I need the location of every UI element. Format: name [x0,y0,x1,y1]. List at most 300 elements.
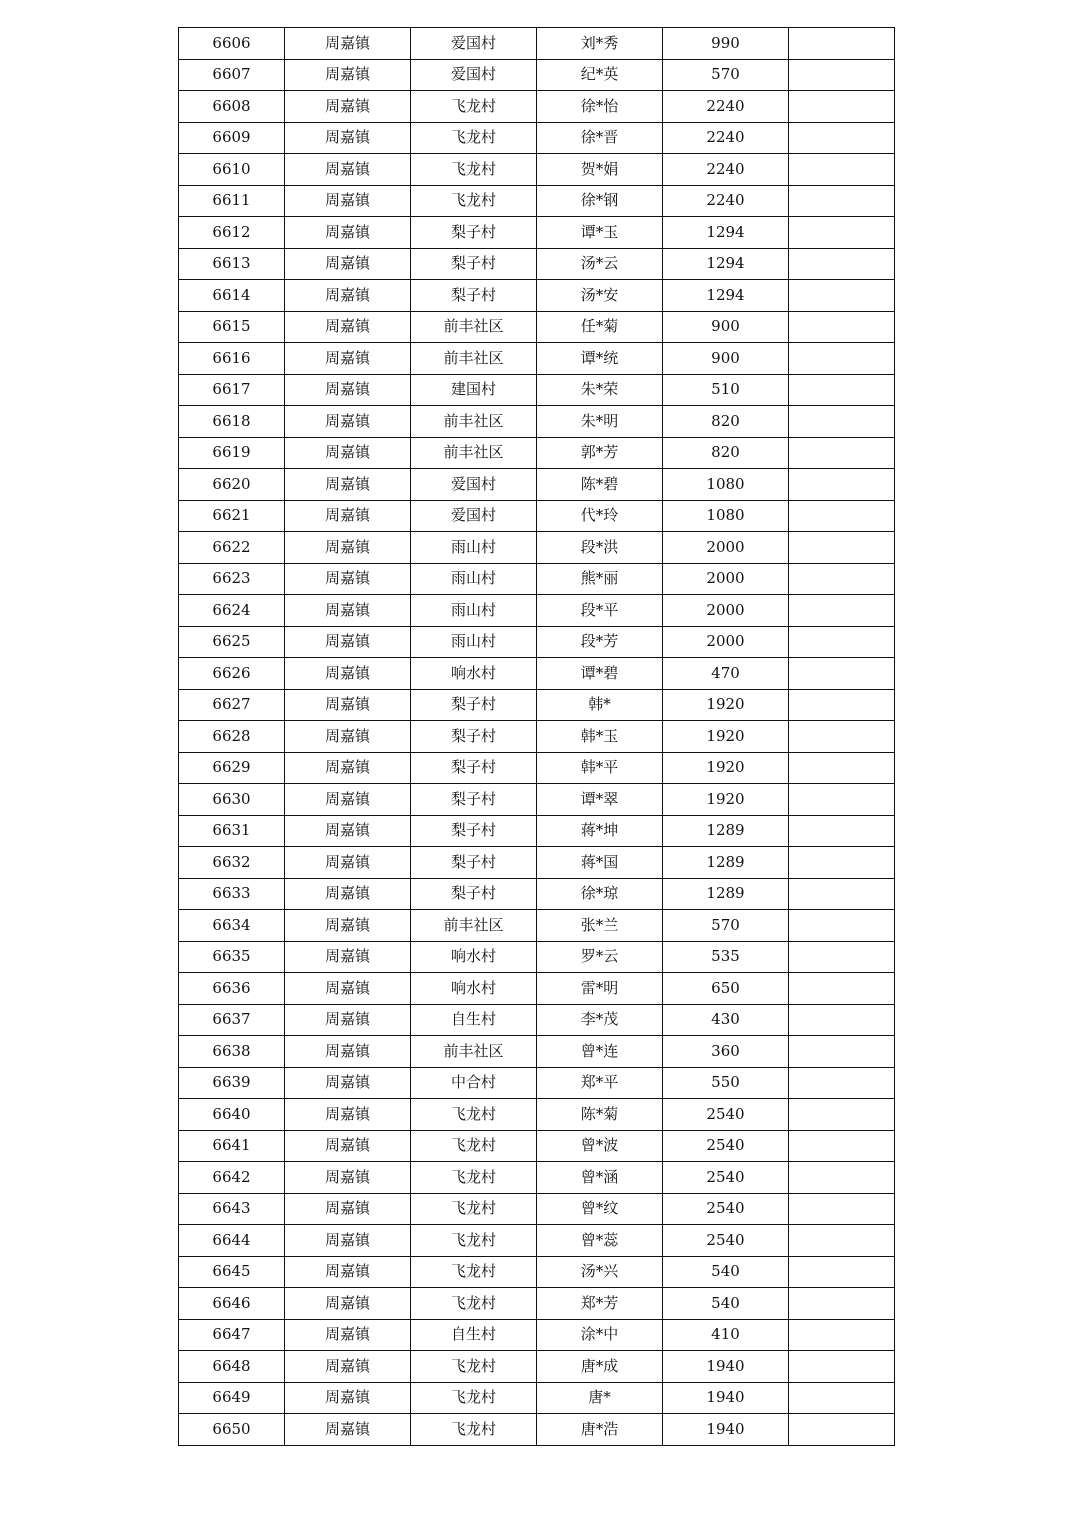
note-cell [789,752,895,784]
town-cell: 周嘉镇 [285,532,411,564]
village-cell: 前丰社区 [411,406,537,438]
village-cell: 飞龙村 [411,1414,537,1446]
table-row [179,1225,895,1257]
note-cell [789,437,895,469]
table-row [179,1067,895,1099]
row-number-cell: 6617 [179,374,285,406]
name-cell: 谭*碧 [537,658,663,690]
village-cell: 前丰社区 [411,1036,537,1068]
town-cell: 周嘉镇 [285,1130,411,1162]
name-cell: 唐*浩 [537,1414,663,1446]
table-row [179,1036,895,1068]
amount-cell: 550 [663,1067,789,1099]
name-cell: 纪*英 [537,59,663,91]
row-number-cell: 6644 [179,1225,285,1257]
note-cell [789,658,895,690]
note-cell [789,1256,895,1288]
amount-cell: 1294 [663,280,789,312]
note-cell [789,1225,895,1257]
row-number-cell: 6624 [179,595,285,627]
row-number-cell: 6635 [179,941,285,973]
town-cell: 周嘉镇 [285,878,411,910]
town-cell: 周嘉镇 [285,1004,411,1036]
village-cell: 飞龙村 [411,1256,537,1288]
village-cell: 飞龙村 [411,185,537,217]
name-cell: 蒋*国 [537,847,663,879]
amount-cell: 470 [663,658,789,690]
village-cell: 飞龙村 [411,1099,537,1131]
village-cell: 飞龙村 [411,1162,537,1194]
table-row [179,626,895,658]
name-cell: 段*平 [537,595,663,627]
town-cell: 周嘉镇 [285,59,411,91]
note-cell [789,28,895,60]
row-number-cell: 6620 [179,469,285,501]
table-row [179,1004,895,1036]
amount-cell: 820 [663,406,789,438]
note-cell [789,626,895,658]
name-cell: 罗*云 [537,941,663,973]
name-cell: 郭*芳 [537,437,663,469]
town-cell: 周嘉镇 [285,406,411,438]
note-cell [789,595,895,627]
table-row [179,1382,895,1414]
amount-cell: 360 [663,1036,789,1068]
name-cell: 李*茂 [537,1004,663,1036]
row-number-cell: 6649 [179,1382,285,1414]
name-cell: 涂*中 [537,1319,663,1351]
name-cell: 汤*兴 [537,1256,663,1288]
table-row [179,406,895,438]
village-cell: 梨子村 [411,815,537,847]
row-number-cell: 6636 [179,973,285,1005]
village-cell: 梨子村 [411,847,537,879]
village-cell: 自生村 [411,1004,537,1036]
village-cell: 飞龙村 [411,1382,537,1414]
row-number-cell: 6638 [179,1036,285,1068]
name-cell: 蒋*坤 [537,815,663,847]
note-cell [789,784,895,816]
note-cell [789,1351,895,1383]
table-row [179,563,895,595]
row-number-cell: 6625 [179,626,285,658]
note-cell [789,374,895,406]
name-cell: 代*玲 [537,500,663,532]
village-cell: 梨子村 [411,784,537,816]
table-row [179,752,895,784]
table-row [179,59,895,91]
amount-cell: 1940 [663,1414,789,1446]
table-row [179,154,895,186]
note-cell [789,1193,895,1225]
row-number-cell: 6631 [179,815,285,847]
note-cell [789,973,895,1005]
town-cell: 周嘉镇 [285,752,411,784]
name-cell: 汤*安 [537,280,663,312]
town-cell: 周嘉镇 [285,626,411,658]
name-cell: 谭*玉 [537,217,663,249]
town-cell: 周嘉镇 [285,595,411,627]
village-cell: 梨子村 [411,689,537,721]
amount-cell: 540 [663,1288,789,1320]
note-cell [789,910,895,942]
note-cell [789,1099,895,1131]
name-cell: 郑*平 [537,1067,663,1099]
village-cell: 梨子村 [411,878,537,910]
name-cell: 段*洪 [537,532,663,564]
table-row [179,532,895,564]
town-cell: 周嘉镇 [285,973,411,1005]
row-number-cell: 6630 [179,784,285,816]
row-number-cell: 6639 [179,1067,285,1099]
row-number-cell: 6606 [179,28,285,60]
village-cell: 飞龙村 [411,1288,537,1320]
table-row [179,500,895,532]
village-cell: 响水村 [411,658,537,690]
village-cell: 爱国村 [411,59,537,91]
table-row [179,847,895,879]
town-cell: 周嘉镇 [285,280,411,312]
village-cell: 梨子村 [411,248,537,280]
row-number-cell: 6610 [179,154,285,186]
row-number-cell: 6632 [179,847,285,879]
note-cell [789,185,895,217]
village-cell: 前丰社区 [411,311,537,343]
table-row [179,658,895,690]
name-cell: 陈*碧 [537,469,663,501]
town-cell: 周嘉镇 [285,1036,411,1068]
table-row [179,374,895,406]
note-cell [789,815,895,847]
amount-cell: 2000 [663,595,789,627]
note-cell [789,343,895,375]
table-row [179,1099,895,1131]
town-cell: 周嘉镇 [285,658,411,690]
note-cell [789,59,895,91]
village-cell: 飞龙村 [411,122,537,154]
row-number-cell: 6629 [179,752,285,784]
village-cell: 爱国村 [411,469,537,501]
town-cell: 周嘉镇 [285,185,411,217]
name-cell: 张*兰 [537,910,663,942]
name-cell: 徐*晋 [537,122,663,154]
row-number-cell: 6609 [179,122,285,154]
amount-cell: 570 [663,910,789,942]
name-cell: 陈*菊 [537,1099,663,1131]
amount-cell: 2540 [663,1193,789,1225]
note-cell [789,878,895,910]
town-cell: 周嘉镇 [285,910,411,942]
note-cell [789,91,895,123]
name-cell: 韩*平 [537,752,663,784]
town-cell: 周嘉镇 [285,1193,411,1225]
note-cell [789,1414,895,1446]
table-row [179,248,895,280]
name-cell: 徐*钢 [537,185,663,217]
town-cell: 周嘉镇 [285,563,411,595]
table-row [179,1319,895,1351]
amount-cell: 2240 [663,91,789,123]
note-cell [789,217,895,249]
amount-cell: 1920 [663,784,789,816]
name-cell: 汤*云 [537,248,663,280]
name-cell: 雷*明 [537,973,663,1005]
row-number-cell: 6641 [179,1130,285,1162]
village-cell: 雨山村 [411,626,537,658]
note-cell [789,563,895,595]
amount-cell: 1289 [663,878,789,910]
note-cell [789,280,895,312]
town-cell: 周嘉镇 [285,1414,411,1446]
town-cell: 周嘉镇 [285,1162,411,1194]
town-cell: 周嘉镇 [285,815,411,847]
village-cell: 爱国村 [411,28,537,60]
amount-cell: 2540 [663,1099,789,1131]
village-cell: 梨子村 [411,721,537,753]
town-cell: 周嘉镇 [285,721,411,753]
note-cell [789,1162,895,1194]
town-cell: 周嘉镇 [285,1225,411,1257]
table-row [179,910,895,942]
town-cell: 周嘉镇 [285,248,411,280]
amount-cell: 1940 [663,1382,789,1414]
town-cell: 周嘉镇 [285,1256,411,1288]
row-number-cell: 6634 [179,910,285,942]
note-cell [789,248,895,280]
row-number-cell: 6614 [179,280,285,312]
village-cell: 雨山村 [411,595,537,627]
row-number-cell: 6608 [179,91,285,123]
name-cell: 谭*统 [537,343,663,375]
town-cell: 周嘉镇 [285,1319,411,1351]
table-row [179,878,895,910]
amount-cell: 900 [663,311,789,343]
village-cell: 飞龙村 [411,91,537,123]
table-row [179,595,895,627]
note-cell [789,1067,895,1099]
row-number-cell: 6626 [179,658,285,690]
amount-cell: 2000 [663,563,789,595]
note-cell [789,122,895,154]
amount-cell: 1294 [663,248,789,280]
amount-cell: 410 [663,1319,789,1351]
row-number-cell: 6611 [179,185,285,217]
data-table [178,27,895,1446]
town-cell: 周嘉镇 [285,469,411,501]
village-cell: 建国村 [411,374,537,406]
note-cell [789,1004,895,1036]
note-cell [789,847,895,879]
amount-cell: 1940 [663,1351,789,1383]
table-row [179,437,895,469]
row-number-cell: 6623 [179,563,285,595]
name-cell: 谭*翠 [537,784,663,816]
town-cell: 周嘉镇 [285,374,411,406]
table-row [179,973,895,1005]
village-cell: 梨子村 [411,752,537,784]
note-cell [789,469,895,501]
row-number-cell: 6607 [179,59,285,91]
town-cell: 周嘉镇 [285,122,411,154]
note-cell [789,1036,895,1068]
table-row [179,185,895,217]
amount-cell: 2540 [663,1130,789,1162]
town-cell: 周嘉镇 [285,784,411,816]
note-cell [789,1382,895,1414]
village-cell: 响水村 [411,973,537,1005]
town-cell: 周嘉镇 [285,847,411,879]
note-cell [789,1288,895,1320]
amount-cell: 2240 [663,185,789,217]
amount-cell: 1920 [663,721,789,753]
name-cell: 唐*成 [537,1351,663,1383]
amount-cell: 820 [663,437,789,469]
table-row [179,689,895,721]
village-cell: 飞龙村 [411,1130,537,1162]
village-cell: 梨子村 [411,280,537,312]
table-row [179,469,895,501]
row-number-cell: 6648 [179,1351,285,1383]
note-cell [789,1130,895,1162]
note-cell [789,721,895,753]
row-number-cell: 6633 [179,878,285,910]
row-number-cell: 6627 [179,689,285,721]
amount-cell: 2000 [663,626,789,658]
town-cell: 周嘉镇 [285,1382,411,1414]
table-row [179,217,895,249]
amount-cell: 570 [663,59,789,91]
name-cell: 韩* [537,689,663,721]
amount-cell: 1080 [663,469,789,501]
name-cell: 贺*娟 [537,154,663,186]
name-cell: 段*芳 [537,626,663,658]
amount-cell: 2000 [663,532,789,564]
table-row [179,28,895,60]
town-cell: 周嘉镇 [285,437,411,469]
table-row [179,1414,895,1446]
note-cell [789,1319,895,1351]
note-cell [789,532,895,564]
town-cell: 周嘉镇 [285,311,411,343]
note-cell [789,500,895,532]
row-number-cell: 6646 [179,1288,285,1320]
row-number-cell: 6650 [179,1414,285,1446]
row-number-cell: 6622 [179,532,285,564]
table-row [179,1288,895,1320]
row-number-cell: 6637 [179,1004,285,1036]
note-cell [789,689,895,721]
village-cell: 前丰社区 [411,910,537,942]
table-row [179,91,895,123]
name-cell: 徐*琼 [537,878,663,910]
table-row [179,1162,895,1194]
village-cell: 雨山村 [411,563,537,595]
town-cell: 周嘉镇 [285,217,411,249]
amount-cell: 1289 [663,815,789,847]
row-number-cell: 6612 [179,217,285,249]
amount-cell: 900 [663,343,789,375]
table-row [179,343,895,375]
village-cell: 前丰社区 [411,437,537,469]
village-cell: 飞龙村 [411,1351,537,1383]
row-number-cell: 6619 [179,437,285,469]
town-cell: 周嘉镇 [285,91,411,123]
name-cell: 熊*丽 [537,563,663,595]
amount-cell: 535 [663,941,789,973]
amount-cell: 2240 [663,122,789,154]
amount-cell: 990 [663,28,789,60]
name-cell: 曾*涵 [537,1162,663,1194]
amount-cell: 430 [663,1004,789,1036]
name-cell: 唐* [537,1382,663,1414]
village-cell: 飞龙村 [411,1193,537,1225]
amount-cell: 1294 [663,217,789,249]
amount-cell: 1920 [663,752,789,784]
amount-cell: 510 [663,374,789,406]
town-cell: 周嘉镇 [285,343,411,375]
village-cell: 飞龙村 [411,1225,537,1257]
note-cell [789,941,895,973]
town-cell: 周嘉镇 [285,28,411,60]
town-cell: 周嘉镇 [285,500,411,532]
name-cell: 韩*玉 [537,721,663,753]
row-number-cell: 6647 [179,1319,285,1351]
table-row [179,1130,895,1162]
name-cell: 曾*连 [537,1036,663,1068]
village-cell: 梨子村 [411,217,537,249]
amount-cell: 1289 [663,847,789,879]
note-cell [789,311,895,343]
amount-cell: 540 [663,1256,789,1288]
table-row [179,280,895,312]
row-number-cell: 6615 [179,311,285,343]
row-number-cell: 6613 [179,248,285,280]
amount-cell: 1080 [663,500,789,532]
amount-cell: 2540 [663,1162,789,1194]
table-body [179,28,895,1446]
town-cell: 周嘉镇 [285,1099,411,1131]
name-cell: 曾*蕊 [537,1225,663,1257]
town-cell: 周嘉镇 [285,1067,411,1099]
table-row [179,1256,895,1288]
name-cell: 郑*芳 [537,1288,663,1320]
village-cell: 自生村 [411,1319,537,1351]
row-number-cell: 6642 [179,1162,285,1194]
town-cell: 周嘉镇 [285,941,411,973]
name-cell: 朱*荣 [537,374,663,406]
village-cell: 响水村 [411,941,537,973]
row-number-cell: 6616 [179,343,285,375]
village-cell: 爱国村 [411,500,537,532]
name-cell: 朱*明 [537,406,663,438]
village-cell: 前丰社区 [411,343,537,375]
note-cell [789,154,895,186]
town-cell: 周嘉镇 [285,154,411,186]
table-row [179,721,895,753]
name-cell: 曾*波 [537,1130,663,1162]
amount-cell: 1920 [663,689,789,721]
town-cell: 周嘉镇 [285,689,411,721]
table-row [179,1193,895,1225]
amount-cell: 2540 [663,1225,789,1257]
town-cell: 周嘉镇 [285,1288,411,1320]
table-row [179,1351,895,1383]
row-number-cell: 6628 [179,721,285,753]
table-row [179,784,895,816]
row-number-cell: 6618 [179,406,285,438]
name-cell: 任*菊 [537,311,663,343]
town-cell: 周嘉镇 [285,1351,411,1383]
